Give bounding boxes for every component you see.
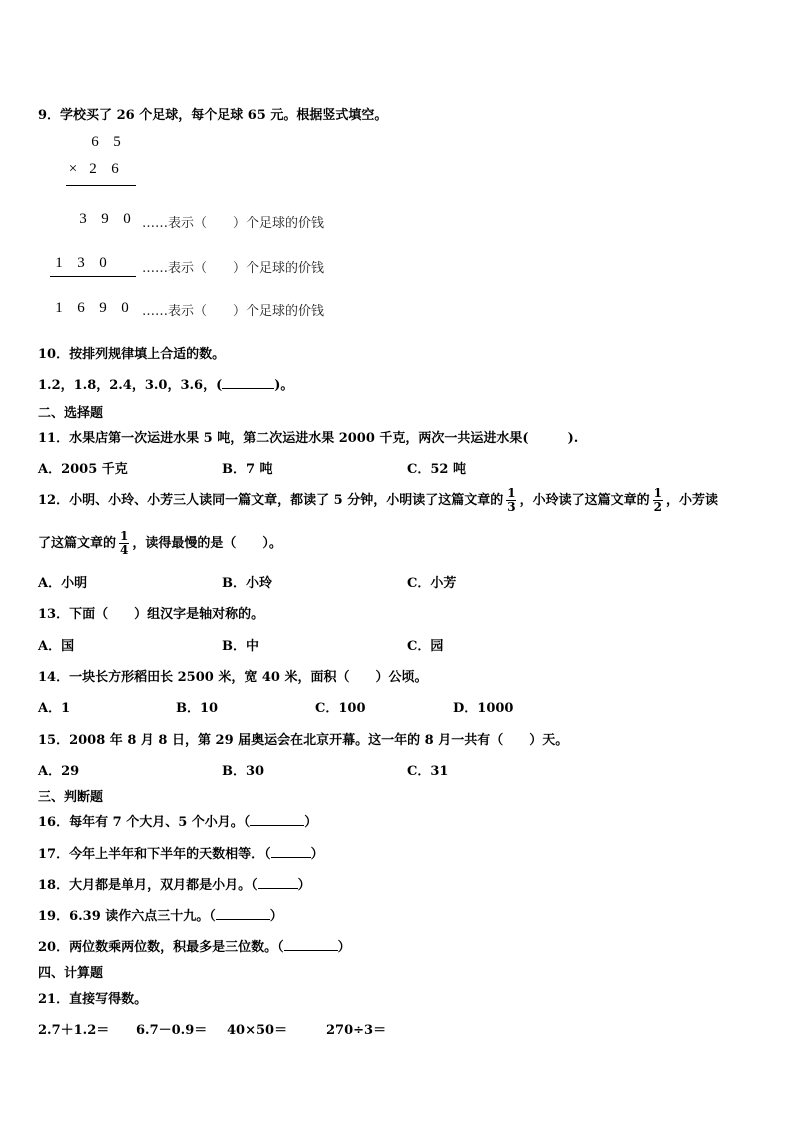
q11-option-b[interactable]: B．7 吨 [222,462,273,477]
q14-option-b[interactable]: B．10 [176,701,219,716]
digit: 1 [55,300,63,316]
q10-seq-before: 1.2，1.8，2.4，3.0，3.6，( [38,378,223,393]
answer-blank[interactable] [216,907,270,920]
q17 [38,843,324,862]
q12-line-2 [38,525,282,563]
q21-item-2: 6.7－0.9＝ [136,1023,208,1038]
q13-option-c[interactable]: C．园 [407,639,444,654]
q17-end: ） [310,847,324,862]
q16-text: 16．每年有 7 个大月、5 个小月。（ [38,815,251,830]
q12-part5: ，读得最慢的是（ ）。 [132,536,282,551]
q12-part1: 12．小明、小玲、小芳三人读同一篇文章，都读了 5 分钟，小明读了这篇文章的 [38,493,504,508]
q9-text: 9．学校买了 26 个足球，每个足球 65 元。根据竖式填空。 [38,108,388,123]
q9-partial-2 [48,255,114,272]
fraction-denominator: 3 [507,500,516,514]
q17-text: 17．今年上半年和下半年的天数相等．（ [38,847,271,862]
digit: 3 [77,255,85,271]
q19-text: 19．6.39 读作六点三十九。（ [38,909,216,924]
calc-line-1 [66,185,136,186]
q13-text: 13．下面（ ）组汉字是轴对称的。 [38,607,265,622]
digit: 6 [111,161,119,177]
q11-text: 11．水果店第一次运进水果 5 吨，第二次运进水果 2000 千克，两次一共运进水果( ). [38,431,579,446]
fraction-numerator: 1 [653,486,662,500]
q12-part3: ，小芳读 [665,493,718,508]
q18-text: 18．大月都是单月，双月都是小月。（ [38,878,258,893]
q20-text: 20．两位数乘两位数，积最多是三位数。（ [38,940,284,955]
q12-option-b[interactable]: B．小玲 [222,576,272,591]
q9-product [48,300,136,317]
q15-option-b[interactable]: B．30 [222,764,265,779]
q16 [38,811,317,830]
calc-line-2 [50,276,136,277]
q15-text: 15．2008 年 8 月 8 日，第 29 届奥运会在北京开幕。这一年的 8 月一共有（ ）天。 [38,733,569,748]
digit: 5 [113,134,121,150]
digit: 6 [77,300,85,316]
q19-end: ） [269,909,283,924]
q12-part4: 了这篇文章的 [38,536,117,551]
q14-option-c[interactable]: C．100 [315,701,366,716]
fraction-one-half [652,487,664,514]
answer-blank[interactable] [284,938,338,951]
answer-blank[interactable] [222,376,274,389]
q14-text: 14．一块长方形稻田长 2500 米，宽 40 米，面积（ ）公顷。 [38,670,428,685]
digit: 6 [91,134,99,150]
q9-multiplier [64,161,126,178]
q20 [38,936,351,955]
q10-sequence [38,374,293,393]
answer-blank[interactable] [271,845,311,858]
fraction-one-third [505,487,517,514]
q21-text: 21．直接写得数。 [38,992,148,1007]
q18-end: ） [297,878,311,893]
digit: 9 [101,211,109,227]
fraction-denominator: 4 [120,543,129,557]
fraction-denominator: 2 [653,500,662,514]
q14-option-d[interactable]: D．1000 [453,701,514,716]
q12-option-a[interactable]: A．小明 [38,576,88,591]
digit: 1 [55,255,63,271]
q12-part2: ，小玲读了这篇文章的 [519,493,650,508]
q9-note-3: ……表示（ ）个足球的价钱 [142,304,325,319]
digit: 0 [99,255,107,271]
q10-seq-after: )。 [274,378,294,393]
q21-item-4: 270÷3＝ [326,1023,387,1038]
q12-option-c[interactable]: C．小芳 [407,576,457,591]
q14-option-a[interactable]: A．1 [38,701,71,716]
q20-end: ） [337,940,351,955]
q9-multiplicand [84,134,128,151]
digit: 2 [89,161,97,177]
q10-text: 10．按排列规律填上合适的数。 [38,347,226,362]
answer-blank[interactable] [250,813,304,826]
q21-item-3: 40×50＝ [227,1023,288,1038]
digit: 9 [99,300,107,316]
q16-end: ） [304,815,318,830]
q13-option-b[interactable]: B．中 [222,639,259,654]
answer-blank[interactable] [258,876,298,889]
fraction-numerator: 1 [120,529,129,543]
section-heading-judge: 三、判断题 [38,790,104,805]
q18 [38,874,311,893]
q15-option-c[interactable]: C．31 [407,764,449,779]
digit: 3 [79,211,87,227]
q11-option-c[interactable]: C．52 吨 [407,462,466,477]
q9-note-2: ……表示（ ）个足球的价钱 [142,261,325,276]
q9-note-1: ……表示（ ）个足球的价钱 [142,216,325,231]
section-heading-choice: 二、选择题 [38,406,104,421]
q12-line-1 [38,482,718,520]
q19 [38,905,283,924]
q21-item-1: 2.7＋1.2＝ [38,1023,110,1038]
q15-option-a[interactable]: A．29 [38,764,80,779]
times-sign: × [68,161,78,177]
digit: 0 [123,211,131,227]
q11-option-a[interactable]: A．2005 千克 [38,462,128,477]
digit: 0 [121,300,129,316]
fraction-numerator: 1 [507,486,516,500]
fraction-one-quarter [118,530,130,557]
section-heading-calc: 四、计算题 [38,966,104,981]
q9-partial-1 [72,211,138,228]
q13-option-a[interactable]: A．国 [38,639,75,654]
